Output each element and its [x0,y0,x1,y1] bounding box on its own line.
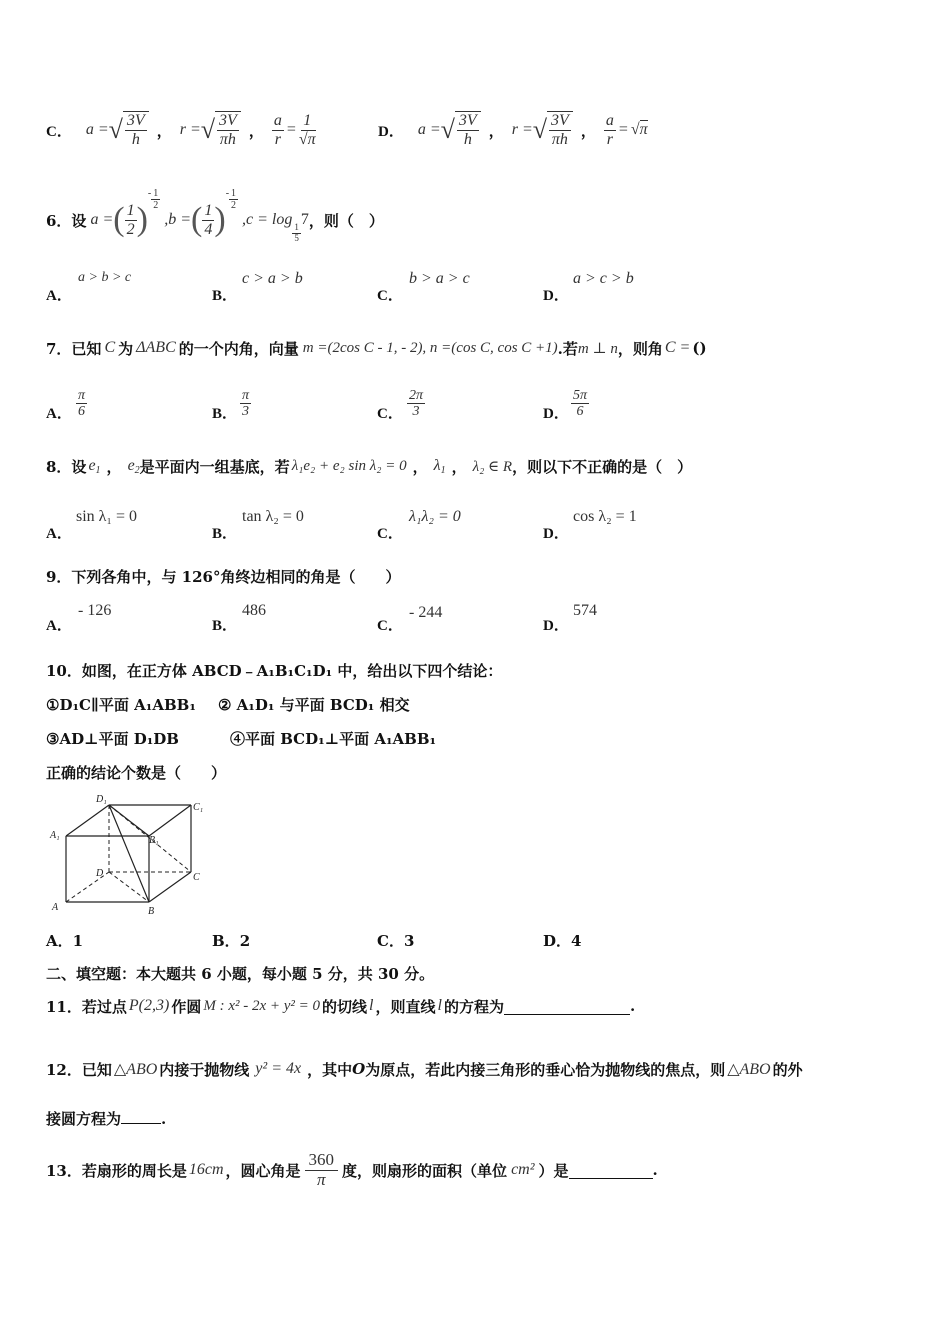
question-13: 13．若扇形的周长是 16cm ，圆心角是 $\frac{360}{\pi}$ 度，则扇形的面积（单位 cm² ）是 . [46,1149,658,1189]
q10-option-c[interactable]: C．3 [377,932,415,950]
conclusion-2: ② A₁D₁ 与平面 BCD₁ 相交 [218,696,410,714]
exponent: - $\frac{1}{2}$ [225,188,237,211]
label-D: D [96,868,104,879]
fraction: $\frac{1}{4}$ [204,201,213,238]
question-9-stem: 9．下列各角中，与 126°角终边相同的角是（ ） [46,568,401,586]
section-heading: 二、填空题：本大题共 6 小题，每小题 5 分，共 30 分。 [46,965,435,983]
label-C1: C₁ [193,802,204,813]
question-8-stem: 8．设 $e_1$ ， $e_2$ 是平面内一组基底，若 λ₁e₂ + e₂ sin λ₂ = 0 ， $\lambda_1$ ， λ₂ ∈ R ，则以下不正确的是（ ） [46,456,693,476]
sqrt-expr: √ $\frac{3V}{\pi h}$ [201,111,241,148]
q10-option-a[interactable]: A．1 [46,932,84,950]
question-10-options [46,930,906,952]
question-10-ask: 正确的结论个数是（ ） [46,764,227,782]
fraction: $\frac{a}{r}$ [605,111,614,148]
label-A: A [52,902,59,913]
formula-lhs: a = [85,121,109,138]
label-A1: A₁ [50,830,60,841]
q10-option-d[interactable]: D．4 [543,932,582,950]
q10-option-b[interactable]: B．2 [212,932,251,950]
fraction: $\frac{a}{r}$ [273,111,282,148]
option-label: C． [46,123,72,140]
cube-figure [44,790,214,920]
question-7-options: A． $\frac{\pi}{6}$ B． $\frac{\pi}{3}$ C． $\frac{2\pi}{3}$ D． $\frac{5\pi}{6}$ [46,388,588,422]
condition-expr: λ₁e₂ + e₂ sin λ₂ = 0 [291,457,407,474]
label-C: C [193,872,200,883]
sqrt-pi: √π [630,121,648,138]
angle-fraction: $\frac{360}{\pi}$ [305,1151,339,1189]
q5-option-d[interactable]: D． a = √ $\frac{3V}{h}$ ， r = √ $\frac{3V}{\pi h}$ ， $\frac{a}{r}$ = √π [378,111,648,148]
question-12-line2: 接圆方程为 . [46,1110,167,1128]
vectors-expr: m =(2cos C - 1, - 2), n =(cos C, cos C +1) [302,339,558,356]
question-11: 11．若过点 P(2,3) 作圆 M : x² - 2x + y² = 0 的切线 l ，则直线 l 的方程为 . [46,997,636,1016]
question-8-options: A． sin λ₁ = 0 B． tan λ₂ = 0 C． λ₁λ₂ = 0 D． cos λ₂ = 1 [46,508,637,542]
q5-option-c[interactable]: C． a = √ $\frac{3V}{h}$ ， r = √ $\frac{3V}{\pi h}$ ， $\frac{a}{r}$ = $\frac{1}{√\pi}$ [46,111,316,148]
perpendicular-expr: m ⊥ n [577,340,618,357]
fraction: $\frac{1}{√\pi}$ [298,111,316,148]
formula-lhs: a = [417,121,441,138]
question-7-stem: 7．已知 C 为 ΔABC 的一个内角，向量 m =(2cos C - 1, - 2), n =(cos C, cos C +1) .若 m ⊥ n ，则角 C = () [46,339,707,358]
exponent: - $\frac{1}{2}$ [147,188,159,211]
question-9-options: A． - 126 B． 486 C． - 244 D． 574 [46,602,597,634]
option-label: D． [378,123,404,140]
conclusion-3: ③AD⊥平面 D₁DB [46,730,179,748]
sqrt-expr: √ $\frac{3V}{\pi h}$ [533,111,573,148]
question-10-stem: 10．如图，在正方体 ABCD﹣A₁B₁C₁D₁ 中，给出以下四个结论： [46,662,503,680]
answer-blank[interactable] [121,1109,161,1124]
conclusion-1: ①D₁C∥平面 A₁ABB₁ [46,696,196,714]
label-B: B [148,906,155,917]
fraction: $\frac{1}{2}$ [126,201,135,238]
edge [149,805,191,836]
question-6-stem: 6．设 a = ( $\frac{1}{2}$ ) - $\frac{1}{2}$ ,b = ( $\frac{1}{4}$ ) - $\frac{1}{2}$ ,c = log $\frac{1}{5}$ 7 ，则（ ） [46,188,384,243]
log-base: $\frac{1}{5}$ [294,221,299,243]
label-D1: D₁ [96,794,107,805]
conclusion-4: ④平面 BCD₁⊥平面 A₁ABB₁ [230,730,437,748]
edge [149,872,191,902]
formula-lhs: r = [179,121,201,138]
edge [109,805,149,902]
question-6-options: A． a > b > c B． c > a > b C． b > a > c D． a > c > b [46,270,634,304]
formula-lhs: r = [511,121,533,138]
question-12: 12．已知 △ABO 内接于抛物线 y² = 4x ，其中 O 为原点，若此内接三角形的垂心恰为抛物线的焦点，则 △ABO 的外 [46,1060,803,1079]
sqrt-expr: √ $\frac{3V}{h}$ [441,111,481,148]
answer-blank[interactable] [569,1162,653,1179]
edge [66,805,109,836]
label-B1: B₁ [149,835,159,846]
sqrt-expr: √ $\frac{3V}{h}$ [109,111,149,148]
answer-blank[interactable] [504,998,630,1015]
